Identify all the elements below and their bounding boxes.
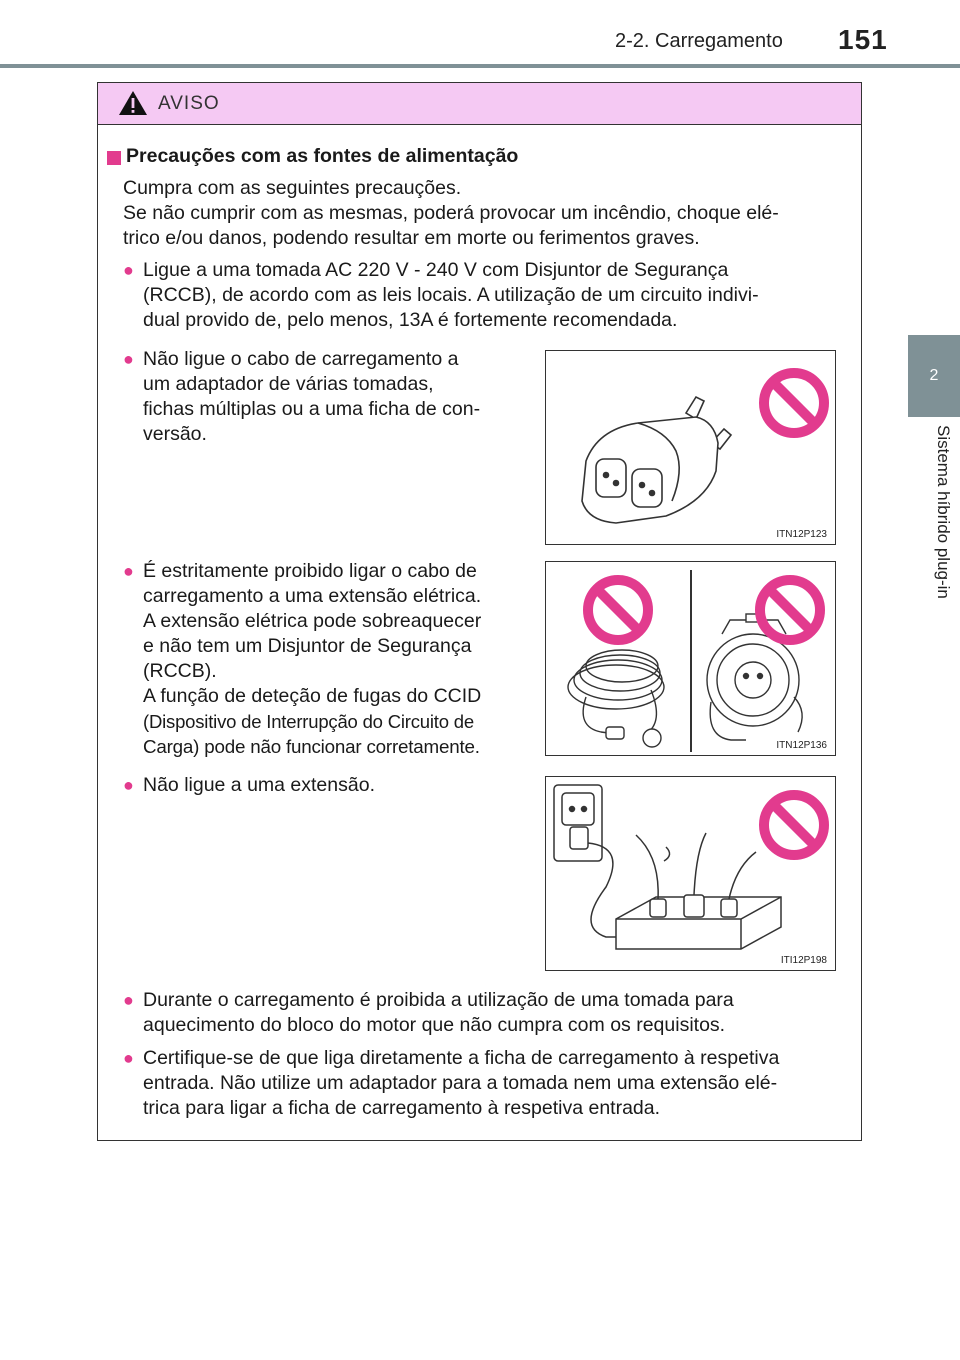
- item-1-line-1: Ligue a uma tomada AC 220 V - 240 V com Disjuntor de Segurança: [143, 259, 729, 281]
- intro-line-1: Cumpra com as seguintes precauções.: [123, 177, 462, 199]
- bullet-icon: ●: [123, 775, 134, 795]
- item-2-line-4: versão.: [143, 423, 207, 445]
- adapter-figure: [545, 350, 836, 545]
- extension-cord-figure: [545, 561, 836, 756]
- section-square-icon: [107, 151, 121, 165]
- item-3-line-4: e não tem um Disjuntor de Segurança: [143, 635, 472, 657]
- bullet-icon: ●: [123, 990, 134, 1010]
- power-strip-figure: [545, 776, 836, 971]
- prohibited-icon: [760, 580, 820, 640]
- bullet-icon: ●: [123, 260, 134, 280]
- prohibited-icon: [588, 580, 648, 640]
- figure-code: ITN12P136: [776, 740, 827, 751]
- running-header-section: 2-2. Carregamento: [615, 30, 783, 52]
- bullet-icon: ●: [123, 1048, 134, 1068]
- item-4-line-1: Não ligue a uma extensão.: [143, 774, 375, 796]
- power-strip-illustration: [546, 777, 836, 971]
- item-3-line-3: A extensão elétrica pode sobreaquecer: [143, 610, 482, 632]
- chapter-number: 2: [929, 367, 939, 384]
- item-3-line-7: (Dispositivo de Interrupção do Circuito de: [143, 711, 474, 732]
- item-3-line-1: É estritamente proibido ligar o cabo de: [143, 560, 477, 582]
- warning-header: [98, 83, 861, 125]
- item-1-line-3: dual provido de, pelo menos, 13A é fortemente recomendada.: [143, 309, 678, 331]
- item-3-line-2: carregamento a uma extensão elétrica.: [143, 585, 482, 607]
- chapter-tab[interactable]: [908, 335, 960, 417]
- bullet-icon: ●: [123, 561, 134, 581]
- item-5-line-2: aquecimento do bloco do motor que não cumpra com os requisitos.: [143, 1014, 726, 1036]
- chapter-label: Sistema híbrido plug-in: [934, 425, 953, 599]
- header-rule: [0, 64, 960, 68]
- item-1-line-2: (RCCB), de acordo com as leis locais. A utilização de um circuito indivi-: [143, 284, 759, 306]
- item-6-line-3: trica para ligar a ficha de carregamento à respetiva entrada.: [143, 1097, 661, 1119]
- extension-cord-illustration: [546, 562, 836, 756]
- item-2-line-1: Não ligue o cabo de carregamento a: [143, 348, 459, 370]
- warning-triangle-icon: [118, 90, 148, 116]
- intro-line-3: trico e/ou danos, podendo resultar em morte ou ferimentos graves.: [123, 227, 700, 249]
- figure-code: ITI12P198: [780, 955, 827, 966]
- item-2-line-3: fichas múltiplas ou a uma ficha de con-: [143, 398, 481, 420]
- prohibited-icon: [764, 795, 824, 855]
- item-3-line-6: A função de deteção de fugas do CCID: [143, 685, 482, 707]
- warning-box: [97, 82, 862, 1141]
- bullet-icon: ●: [123, 349, 134, 369]
- item-6-line-2: entrada. Não utilize um adaptador para a tomada nem uma extensão elé-: [143, 1072, 778, 1094]
- item-3-line-5: (RCCB).: [143, 660, 217, 682]
- page-number: 151: [838, 24, 888, 55]
- prohibited-icon: [764, 373, 824, 433]
- item-6-line-1: Certifique-se de que liga diretamente a ficha de carregamento à respetiva: [143, 1047, 780, 1069]
- item-5-line-1: Durante o carregamento é proibida a utilização de uma tomada para: [143, 989, 734, 1011]
- item-2-line-2: um adaptador de várias tomadas,: [143, 373, 434, 395]
- figure-code: ITN12P123: [776, 529, 827, 540]
- plug-adapter-illustration: [546, 351, 836, 545]
- item-3-line-8: Carga) pode não funcionar corretamente.: [143, 736, 480, 757]
- intro-line-2: Se não cumprir com as mesmas, poderá provocar um incêndio, choque elé-: [123, 202, 779, 224]
- section-title: Precauções com as fontes de alimentação: [126, 145, 519, 167]
- warning-title: AVISO: [158, 93, 220, 114]
